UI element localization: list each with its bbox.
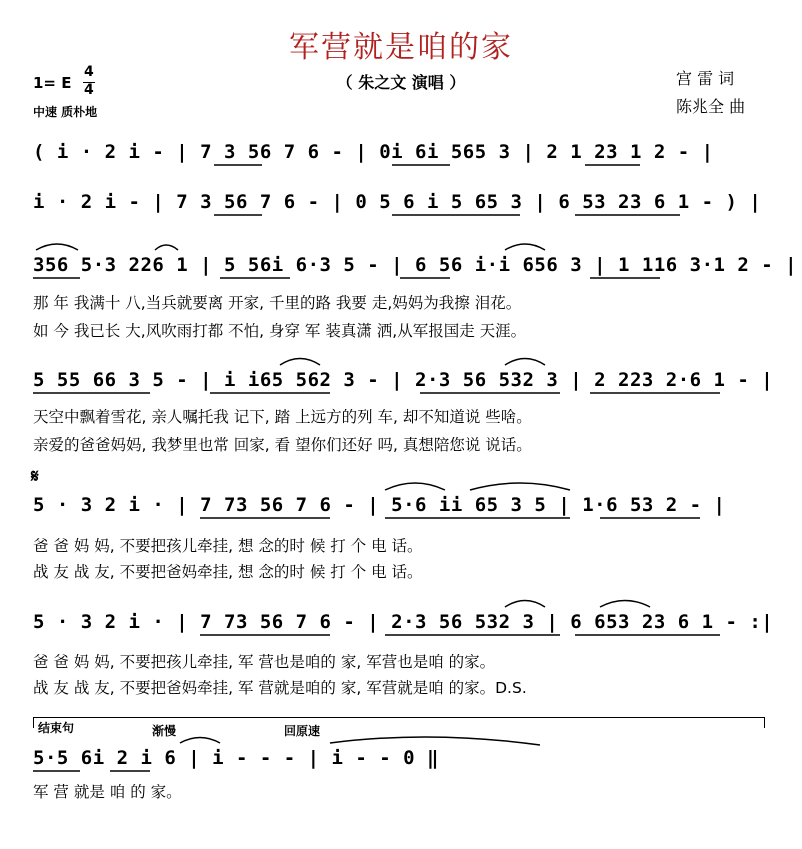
lyric-row-6-verse-1: 爸 爸 妈 妈, 不要把孩儿牵挂, 军 营也是咱的 家, 军营也是咱 的家。 [33,653,496,671]
time-signature-top: 4 [84,64,94,80]
notation-ending: 5·5 6i 2 i 6 | i - - - | i - - 0 ‖ [33,747,439,769]
tempo-marking: 中速 质朴地 [33,105,98,119]
notation-row-5: 5 · 3 2 i · | 7 73 56 7 6 - | 5·6 ii 65 3 5 | 1·6 53 2 - | [33,494,726,516]
lyric-row-5-verse-2: 战 友 战 友, 不要把爸妈牵挂, 想 念的时 候 打 个 电 话。 [33,563,423,581]
singer-credit: （ 朱之文 演唱 ） [336,73,466,92]
lyricist-credit: 宫 雷 词 [676,69,735,88]
slur-mark [505,359,545,366]
lyric-row-6-verse-2: 战 友 战 友, 不要把爸妈牵挂, 军 营就是咱的 家, 军营就是咱 的家。D.S. [33,679,527,697]
slur-mark [280,359,320,366]
slur-mark [600,601,650,608]
lyric-row-4-verse-2: 亲爱的爸爸妈妈, 我梦里也常 回家, 看 望你们还好 吗, 真想陪您说 说话。 [33,436,532,454]
notation-row-2: i · 2 i - | 7 3 56 7 6 - | 0 5 6 i 5 65 3 | 6 53 23 6 1 - ) | [33,191,762,213]
lyric-row-3-verse-2: 如 今 我已长 大,风吹雨打都 不怕, 身穿 军 装真潇 洒,从军报国走 天涯。 [33,322,527,340]
slur-mark [505,601,545,608]
time-signature-bottom: 4 [84,82,94,98]
notation-row-1: ( i · 2 i - | 7 3 56 7 6 - | 0i 6i 565 3 | 2 1 23 1 2 - | [33,141,714,163]
lyric-row-3-verse-1: 那 年 我满十 八,当兵就要离 开家, 千里的路 我要 走,妈妈为我擦 泪花。 [33,294,522,312]
slur-mark [155,245,178,250]
ending-label: 结束句 [38,721,75,735]
slur-mark [505,244,545,250]
slur-mark [180,738,220,744]
slur-mark [36,244,78,250]
slur-mark [385,483,445,490]
lyric-ending: 军 营 就是 咱 的 家。 [33,783,182,801]
ritardando-marking: 渐慢 [152,724,177,738]
notation-row-4: 5 55 66 3 5 - | i i65 562 3 - | 2·3 56 532 3 | 2 223 2·6 1 - | [33,369,774,391]
slur-mark [330,737,540,745]
song-title: 军营就是咱的家 [289,30,513,65]
lyric-row-4-verse-1: 天空中飘着雪花, 亲人嘱托我 记下, 踏 上远方的列 车, 却不知道说 些啥。 [33,408,532,426]
notation-row-6: 5 · 3 2 i · | 7 73 56 7 6 - | 2·3 56 532 3 | 6 653 23 6 1 - :| [33,611,774,633]
segno-sign: 𝄋 [31,466,39,487]
notation-row-3: 356 5·3 226 1 | 5 56i 6·3 5 - | 6 56 i·i 656 3 | 1 116 3·1 2 - | [33,254,798,276]
lyric-row-5-verse-1: 爸 爸 妈 妈, 不要把孩儿牵挂, 想 念的时 候 打 个 电 话。 [33,537,423,555]
ending-bracket [33,717,765,728]
slur-mark [470,483,570,490]
key-signature: 1= E [33,74,72,92]
a-tempo-marking: 回原速 [284,724,321,738]
composer-credit: 陈兆全 曲 [676,97,746,116]
